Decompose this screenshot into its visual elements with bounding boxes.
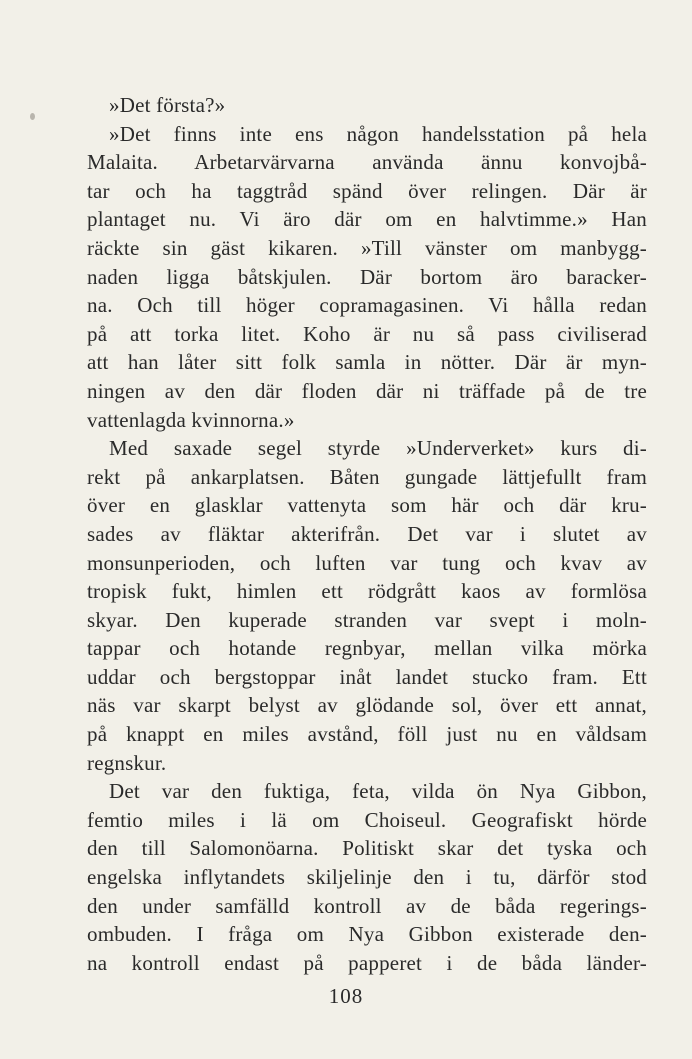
text-line: na kontroll endast på papperet i de båda länder- [87,950,647,975]
text-line: den till Salomonöarna. Politiskt skar det tyska och [87,836,647,861]
text-line: den under samfälld kontroll av de båda regerings- [87,893,647,918]
text-line: att han låter sitt folk samla in nötter. Där är myn- [87,350,647,375]
text-line: monsunperioden, och luften var tung och kvav av [87,550,647,575]
text-line: »Det finns inte ens någon handelsstation på hela [109,121,647,146]
text-line: ningen av den där floden där ni träffade på de tre [87,378,647,403]
text-line: Med saxade segel styrde »Underverket» kurs di- [109,436,647,461]
text-line: på knappt en miles avstånd, föll just nu en våldsam [87,722,647,747]
text-line: regnskur. [87,750,167,775]
text-line: naden ligga båtskjulen. Där bortom äro baracker- [87,264,647,289]
text-line: rekt på ankarplatsen. Båten gungade lättjefullt fram [87,464,647,489]
text-line: tappar och hotande regnbyar, mellan vilka mörka [87,636,647,661]
text-line: skyar. Den kuperade stranden var svept i moln- [87,607,647,632]
text-line: vattenlagda kvinnorna.» [87,407,295,432]
text-line: räckte sin gäst kikaren. »Till vänster om manbygg- [87,235,647,260]
body-text [87,91,647,977]
text-line: ombuden. I fråga om Nya Gibbon existerade den- [87,922,647,947]
text-line: plantaget nu. Vi äro där om en halvtimme.» Han [87,207,647,232]
text-line: uddar och bergstoppar inåt landet stucko fram. Ett [87,664,647,689]
text-line: Malaita. Arbetarvärvarna använda ännu konvojbå- [87,150,647,175]
text-line: sades av fläktar akterifrån. Det var i slutet av [87,521,647,546]
text-line: Det var den fuktiga, feta, vilda ön Nya Gibbon, [109,779,647,804]
text-line: tar och ha taggtråd spänd över relingen. Där är [87,178,647,203]
text-line: tropisk fukt, himlen ett rödgrått kaos av formlösa [87,579,647,604]
text-line: över en glasklar vattenyta som här och där kru- [87,493,647,518]
ink-speck [30,113,35,120]
text-line: »Det första?» [109,93,226,117]
text-line: na. Och till höger copramagasinen. Vi hålla redan [87,293,647,318]
text-line: femtio miles i lä om Choiseul. Geografiskt hörde [87,807,647,832]
text-line: näs var skarpt belyst av glödande sol, över ett annat, [87,693,647,718]
text-line: engelska inflytandets skiljelinje den i tu, därför stod [87,865,647,890]
page-number: 108 [328,984,364,1008]
text-line: på att torka litet. Koho är nu så pass civiliserad [87,321,647,346]
